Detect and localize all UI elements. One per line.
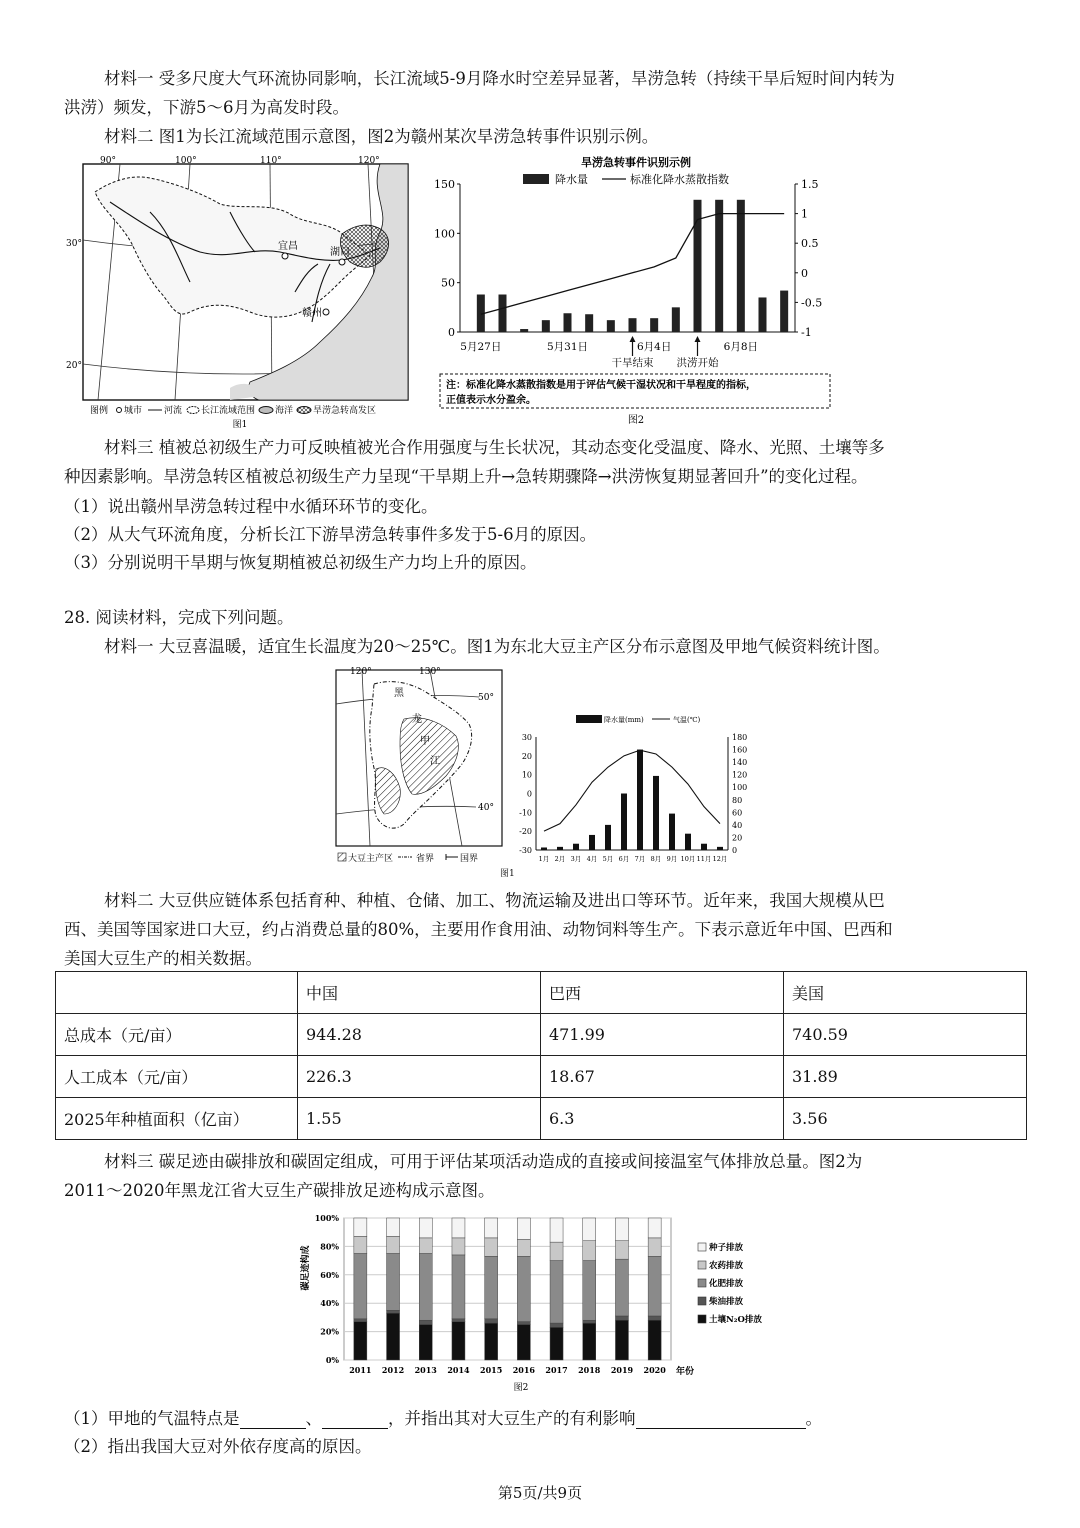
ne-lon-120: 120°: [350, 667, 372, 677]
carbon-bar-segment: [583, 1320, 596, 1323]
climate-precip-bar: [621, 794, 627, 851]
climate-right-tick-label: 140: [732, 758, 748, 768]
climate-right-tick-label: 120: [732, 770, 748, 780]
table-header-row: [56, 972, 1027, 1014]
carbon-bar-segment: [550, 1261, 563, 1323]
climate-temp-line: [544, 750, 720, 831]
fig2-caption: 图2: [627, 415, 645, 426]
carbon-bar-segment: [452, 1322, 465, 1360]
q28-question-2: （2）指出我国大豆对外依存度高的原因。: [64, 1437, 372, 1456]
carbon-bar-segment: [354, 1236, 367, 1253]
carbon-plot-area: [315, 1213, 763, 1375]
carbon-bar-segment: [387, 1236, 400, 1253]
table-cell: 6.3: [541, 1098, 784, 1140]
answer-blank-1[interactable]: [240, 1409, 306, 1429]
climate-left-tick-label: 10: [521, 770, 532, 780]
fig2-precip-bar: [607, 320, 615, 332]
carbon-legend-swatch: [698, 1297, 706, 1305]
climate-month-label: 11月: [696, 855, 712, 863]
fig2-legend-bar: 降水量: [555, 173, 588, 186]
legend-highzone: 旱涝急转高发区: [313, 406, 377, 416]
q27-material-1: [64, 64, 1024, 122]
carbon-bar-segment: [517, 1322, 530, 1325]
climate-month-label: 5月: [602, 855, 614, 863]
climate-legend-line: 气温(℃): [673, 716, 701, 724]
q28-material-3: [64, 1147, 1024, 1205]
carbon-bar-segment: [354, 1254, 367, 1319]
carbon-bar-segment: [583, 1241, 596, 1261]
q27-material-2: 材料二 图1为长江流域范围示意图，图2为赣州某次旱涝急转事件识别示例。: [104, 127, 659, 146]
carbon-bar-segment: [517, 1239, 530, 1256]
carbon-bar-segment: [354, 1319, 367, 1322]
climate-month-label: 7月: [634, 855, 646, 863]
page-footer: 第5页/共9页: [497, 1484, 583, 1502]
q28-material-2: [64, 886, 1024, 973]
carbon-footprint-chart: [296, 1206, 786, 1398]
carbon-legend-swatch: [698, 1279, 706, 1287]
carbon-legend-label: 化肥排放: [709, 1279, 744, 1289]
ne-lat-40: 40°: [478, 803, 494, 813]
fig2-plot-area: [434, 178, 822, 369]
carbon-bar-segment: [615, 1241, 628, 1259]
fig2-precip-bar: [759, 297, 767, 332]
climate-left-tick-label: 20: [521, 751, 532, 761]
ne-legend-province: 省界: [416, 854, 435, 864]
carbon-year-label: 2015: [480, 1365, 503, 1375]
climate-right-tick-label: 80: [732, 795, 743, 805]
fig2-x-label: 5月27日: [460, 341, 502, 353]
ne-char-hei: 黑: [394, 688, 404, 699]
climate-precip-bar: [669, 814, 675, 850]
carbon-y-tick-label: 0%: [325, 1355, 339, 1365]
carbon-bar-segment: [517, 1256, 530, 1321]
carbon-y-tick-label: 40%: [320, 1298, 339, 1309]
carbon-caption: 图2: [513, 1383, 529, 1393]
table-cell: 1.55: [298, 1098, 541, 1140]
climate-month-label: 9月: [666, 855, 678, 863]
carbon-bar-segment: [583, 1261, 596, 1321]
q28-heading: 28. 阅读材料，完成下列问题。: [64, 608, 294, 627]
carbon-bar-segment: [485, 1218, 498, 1238]
carbon-bar-segment: [354, 1322, 367, 1360]
carbon-bar-segment: [452, 1255, 465, 1319]
answer-blank-2[interactable]: [322, 1409, 388, 1429]
fig2-note-1: 注：标准化降水蒸散指数是用于评估气候干湿状况和干旱程度的指标，: [446, 380, 756, 391]
carbon-bar-segment: [452, 1218, 465, 1238]
fig2-x-label: 5月31日: [546, 341, 589, 353]
fig2-left-tick-label: 100: [434, 227, 455, 241]
q28-m2-line2: 西、美国等国家进口大豆，约占消费总量的80%，主要用作食用油、动物饲料等生产。下表示意近年中国、巴西和: [64, 920, 893, 939]
carbon-year-label: 2014: [447, 1365, 470, 1375]
legend-city: 城市: [124, 406, 143, 416]
fig2-right-tick-label: -0.5: [801, 296, 823, 310]
carbon-bar-segment: [550, 1327, 563, 1360]
carbon-legend-swatch: [698, 1261, 706, 1269]
q28-m3-line1: 材料三 碳足迹由碳排放和碳固定组成，可用于评估某项活动造成的直接或间接温室气体排放总量。图2为: [104, 1152, 863, 1171]
climate-month-label: 6月: [618, 855, 630, 863]
fig2-x-label: 6月4日: [636, 341, 672, 353]
q28-material-1: 材料一 大豆喜温暖，适宜生长温度为20～25℃。图1为东北大豆主产区分布示意图及甲地气候资料统计图。: [104, 637, 890, 656]
carbon-bar-segment: [648, 1256, 661, 1316]
carbon-xlabel: 年份: [676, 1367, 695, 1377]
carbon-legend-label: 种子排放: [709, 1243, 744, 1253]
climate-precip-bar: [589, 835, 595, 850]
table-cell: 31.89: [784, 1056, 1027, 1098]
q28-question-1: [64, 1405, 822, 1429]
answer-blank-3[interactable]: [636, 1409, 806, 1429]
table-cell: 总成本（元/亩）: [56, 1014, 298, 1056]
climate-right-tick-label: 20: [732, 833, 743, 843]
climate-left-tick-label: -20: [519, 827, 532, 837]
climate-month-label: 3月: [570, 855, 582, 863]
map-lon-110: 110°: [260, 156, 282, 166]
climate-precip-bar: [653, 776, 659, 850]
climate-legend-bar: 降水量(mm): [604, 716, 644, 724]
fig2-precip-bar: [672, 307, 680, 332]
carbon-bar-segment: [387, 1310, 400, 1313]
table-header-cell: [56, 972, 298, 1014]
climate-precip-bar: [685, 834, 691, 850]
carbon-bar-segment: [485, 1238, 498, 1256]
city-yichang: 宜昌: [278, 241, 298, 252]
ne-lon-130: 130°: [419, 667, 441, 677]
carbon-legend-label: 土壤N₂O排放: [709, 1315, 762, 1325]
carbon-bar-segment: [615, 1316, 628, 1320]
q28-q1-text-b: 、: [305, 1409, 322, 1428]
ne-legend-country: 国界: [460, 854, 479, 864]
fig2-note-2: 正值表示水分盈余。: [446, 395, 536, 406]
carbon-bar-segment: [648, 1218, 661, 1238]
carbon-bar-segment: [419, 1320, 432, 1324]
carbon-y-tick-label: 100%: [314, 1213, 339, 1223]
fig2-arrow-label: 干旱结束: [611, 357, 654, 369]
carbon-bar-segment: [387, 1254, 400, 1311]
q28-q1-text-d: 。: [805, 1409, 822, 1428]
yangtze-map: [66, 152, 412, 430]
map1-caption: 图1: [232, 420, 248, 430]
ne-char-jia: 甲: [420, 736, 430, 747]
ne-fig1-caption: 图1: [500, 869, 515, 879]
fig2-precip-bar: [715, 200, 723, 332]
carbon-bar-segment: [550, 1323, 563, 1327]
carbon-year-label: 2012: [381, 1365, 405, 1375]
carbon-bar-segment: [615, 1259, 628, 1316]
table-cell: 2025年种植面积（亿亩）: [56, 1098, 298, 1140]
fig2-precip-bar: [499, 295, 507, 332]
climate-left-tick-label: -30: [519, 846, 532, 855]
fig2-precip-bar: [564, 313, 572, 332]
map-lon-100: 100°: [175, 156, 197, 166]
carbon-year-label: 2019: [610, 1365, 634, 1375]
carbon-bar-segment: [615, 1320, 628, 1360]
q27-m1-line2: 洪涝）频发，下游5～6月为高发时段。: [64, 98, 349, 117]
ne-char-long: 龙: [412, 714, 422, 725]
map-lon-120: 120°: [358, 156, 380, 166]
carbon-bar-segment: [517, 1218, 530, 1239]
soybean-data-table: [55, 971, 1027, 1140]
carbon-bar-segment: [419, 1325, 432, 1361]
climate-left-tick-label: 30: [521, 733, 532, 742]
carbon-year-label: 2018: [578, 1365, 601, 1375]
climate-month-label: 2月: [554, 855, 566, 863]
fig2-right-tick-label: 1: [801, 207, 808, 221]
table-cell: 226.3: [298, 1056, 541, 1098]
fig2-legend-bar-swatch: [523, 174, 549, 184]
carbon-bar-segment: [485, 1256, 498, 1318]
northeast-soybean-map: [334, 664, 504, 874]
fig2-left-tick-label: 150: [434, 178, 455, 191]
q27-m3-line1: 材料三 植被总初级生产力可反映植被光合作用强度与生长状况，其动态变化受温度、降水、光照、土壤等多: [104, 438, 885, 457]
carbon-bar-segment: [615, 1218, 628, 1241]
carbon-y-tick-label: 80%: [320, 1241, 339, 1252]
carbon-bar-segment: [485, 1319, 498, 1323]
table-header-cell: 美国: [784, 972, 1027, 1014]
climate-precip-bar: [541, 847, 547, 850]
climate-month-label: 8月: [650, 855, 662, 863]
carbon-bar-segment: [387, 1218, 400, 1236]
carbon-y-tick-label: 60%: [320, 1269, 339, 1280]
map-lat-30: 30°: [66, 239, 82, 249]
q27-question-2: （2）从大气环流角度，分析长江下游旱涝急转事件多发于5-6月的原因。: [64, 525, 597, 544]
q27-material-3: [64, 433, 1024, 491]
map-lat-20: 20°: [66, 361, 82, 371]
legend-ocean: 海洋: [275, 406, 294, 416]
fig2-right-tick-label: -1: [801, 326, 812, 339]
fig2-right-tick-label: 1.5: [801, 178, 819, 191]
q27-question-1: （1）说出赣州旱涝急转过程中水循环环节的变化。: [64, 497, 438, 516]
legend-river: 河流: [164, 406, 183, 416]
fig2-legend-line: 标准化降水蒸散指数: [630, 173, 729, 186]
climate-right-tick-label: 180: [732, 733, 748, 742]
fig2-precip-bar: [737, 200, 745, 332]
carbon-year-label: 2013: [414, 1365, 437, 1375]
fig2-left-tick-label: 0: [448, 326, 455, 339]
table-cell: 3.56: [784, 1098, 1027, 1140]
table-cell: 471.99: [541, 1014, 784, 1056]
carbon-bar-segment: [354, 1218, 367, 1236]
table-row: [56, 1098, 1027, 1140]
ne-legend-soy: 大豆主产区: [348, 854, 394, 864]
city-ganzhou: 赣州: [302, 308, 322, 319]
carbon-bar-segment: [550, 1218, 563, 1242]
fig2-right-tick-label: 0.5: [801, 237, 819, 251]
climate-precip-bar: [637, 750, 643, 850]
climate-precip-bar: [605, 825, 611, 850]
carbon-bar-segment: [452, 1319, 465, 1322]
climate-month-label: 4月: [586, 855, 598, 863]
climate-chart: [506, 712, 762, 878]
carbon-bar-segment: [648, 1316, 661, 1320]
climate-precip-bar: [717, 847, 723, 850]
q27-m3-line2: 种因素影响。旱涝急转区植被总初级生产力呈现“干旱期上升→急转期骤降→洪涝恢复期显著回升”的变化过程。: [64, 467, 868, 486]
carbon-bar-segment: [387, 1313, 400, 1360]
map-legend-prefix: 图例: [90, 406, 109, 416]
carbon-legend-swatch: [698, 1243, 706, 1251]
fig2-precip-bar: [780, 291, 788, 332]
carbon-legend-swatch: [698, 1315, 706, 1323]
climate-right-tick-label: 160: [732, 745, 748, 755]
q28-q1-text-c: ，并指出其对大豆生产的有利影响: [388, 1409, 636, 1428]
carbon-legend-label: 农药排放: [709, 1261, 744, 1271]
legend-basin: 长江流域范围: [201, 406, 256, 416]
table-cell: 944.28: [298, 1014, 541, 1056]
climate-plot-area: [519, 733, 747, 863]
carbon-bar-segment: [419, 1254, 432, 1321]
carbon-y-tick-label: 20%: [320, 1326, 339, 1337]
fig2-precip-bar: [629, 318, 637, 332]
fig2-arrow-label: 洪涝开始: [676, 357, 719, 369]
carbon-bar-segment: [485, 1323, 498, 1360]
climate-month-label: 12月: [712, 855, 728, 863]
climate-precip-bar: [557, 847, 563, 850]
table-header-cell: 巴西: [541, 972, 784, 1014]
carbon-year-label: 2011: [349, 1365, 372, 1375]
fig2-arrowhead: [630, 336, 636, 342]
city-hukou: 湖口: [330, 247, 350, 258]
map-lon-90: 90°: [100, 156, 116, 166]
climate-month-label: 1月: [538, 855, 550, 863]
carbon-bar-segment: [452, 1238, 465, 1255]
climate-legend-bar-swatch: [576, 715, 602, 723]
carbon-bar-segment: [583, 1323, 596, 1360]
ne-lat-50: 50°: [478, 693, 494, 703]
carbon-bar-segment: [648, 1238, 661, 1256]
fig2-left-tick-label: 50: [441, 276, 455, 290]
carbon-bar-segment: [648, 1320, 661, 1360]
carbon-bar-segment: [419, 1238, 432, 1254]
q28-m2-line1: 材料二 大豆供应链体系包括育种、种植、仓储、加工、物流运输及进出口等环节。近年来，我国大规模从巴: [104, 891, 885, 910]
fig2-right-tick-label: 0: [801, 266, 808, 280]
carbon-bar-segment: [419, 1218, 432, 1238]
climate-right-tick-label: 60: [732, 808, 743, 818]
table-cell: 740.59: [784, 1014, 1027, 1056]
carbon-bar-segment: [550, 1242, 563, 1260]
climate-precip-bar: [701, 844, 707, 850]
climate-month-label: 10月: [680, 855, 696, 863]
climate-precip-bar: [573, 844, 579, 850]
q28-m2-line3: 美国大豆生产的相关数据。: [64, 949, 262, 968]
carbon-bar-segment: [583, 1218, 596, 1241]
q28-m3-line2: 2011～2020年黑龙江省大豆生产碳排放足迹构成示意图。: [64, 1181, 495, 1200]
climate-right-tick-label: 40: [732, 820, 743, 830]
fig2-precip-bar: [650, 318, 658, 332]
table-row: [56, 1056, 1027, 1098]
table-cell: 人工成本（元/亩）: [56, 1056, 298, 1098]
fig2-precip-bar: [585, 314, 593, 332]
fig2-precip-bar: [520, 329, 528, 332]
table-cell: 18.67: [541, 1056, 784, 1098]
table-row: [56, 1014, 1027, 1056]
climate-left-tick-label: 0: [526, 789, 532, 799]
ne-char-jiang: 江: [430, 756, 440, 767]
fig2-precip-bar: [542, 320, 550, 332]
carbon-year-label: 2017: [545, 1365, 568, 1375]
fig2-arrowhead: [695, 336, 701, 342]
q28-q1-text-a: （1）甲地的气温特点是: [64, 1409, 240, 1428]
carbon-legend-label: 柴油排放: [709, 1297, 744, 1307]
table-header-cell: 中国: [298, 972, 541, 1014]
climate-left-tick-label: -10: [519, 808, 532, 818]
climate-right-tick-label: 100: [732, 783, 748, 793]
carbon-ylabel: 碳足迹构成: [301, 1245, 311, 1291]
q27-question-3: （3）分别说明干旱期与恢复期植被总初级生产力均上升的原因。: [64, 553, 537, 572]
drought-flood-chart: [430, 152, 842, 430]
carbon-year-label: 2020: [643, 1365, 666, 1375]
carbon-bar-segment: [517, 1325, 530, 1361]
climate-right-tick-label: 0: [732, 846, 738, 855]
fig2-x-label: 6月8日: [723, 341, 759, 353]
fig2-title: 旱涝急转事件识别示例: [581, 156, 691, 169]
carbon-year-label: 2016: [512, 1365, 535, 1375]
q27-m1-line1: 材料一 受多尺度大气环流协同影响，长江流域5-9月降水时空差异显著，旱涝急转（持续干旱后短时间内转为: [104, 69, 895, 88]
